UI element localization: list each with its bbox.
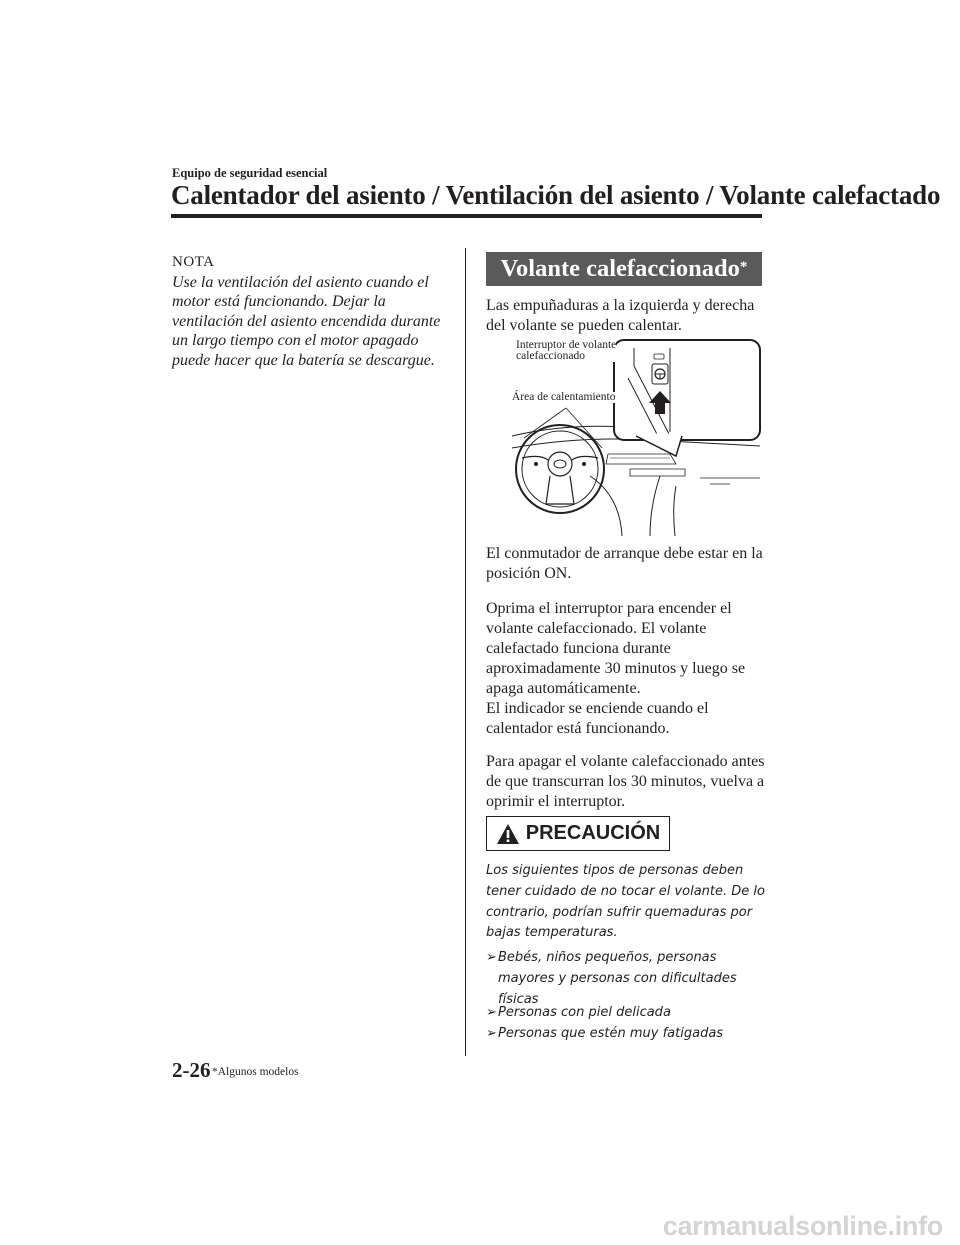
intro-paragraph: Las empuñaduras a la izquierda y derecha del volante se pueden calentar. [486,297,755,334]
section-title-banner [486,252,762,286]
section-title: Volante calefaccionado [500,255,740,282]
turn-off-paragraph: Para apagar el volante calefaccionado antes de que transcurran los 30 minutos, vuelva a oprimir el interruptor. [486,753,765,810]
indicator-paragraph: El indicador se enciende cuando el calentador está funcionando. [486,700,709,737]
caution-bullet [486,948,766,1010]
heated-steering-figure [510,336,763,536]
column-divider [465,248,466,1056]
dashboard-illustration [510,336,763,536]
caution-label: PRECAUCIÓN [525,822,661,844]
nota-text: Use la ventilación del asiento cuando el motor está funcionando. Dejar la ventilación del asiento encendida durante un largo tiempo con el motor apagado puede hacer que la batería se descargue. [172,273,441,369]
bullet-arrow-icon: ➢ [486,1005,497,1020]
section-title-mark: * [739,258,748,275]
page-number: 2-26 [172,1058,211,1082]
caution-bullet [486,1024,766,1045]
caution-bullet-text: Personas que estén muy fatigadas [498,1026,724,1041]
nota-block [172,253,457,370]
caution-box [486,816,670,851]
bullet-arrow-icon: ➢ [486,1026,497,1041]
figure-label-area: Área de calentamiento [512,391,616,403]
section-label: Equipo de seguridad esencial [172,166,328,180]
caution-bullet [486,1003,766,1024]
footnote: *Algunos modelos [212,1066,299,1078]
ignition-paragraph: El conmutador de arranque debe estar en la posición ON. [486,545,763,582]
warning-triangle-icon [496,823,520,845]
caution-intro: Los siguientes tipos de personas deben tener cuidado de no tocar el volante. De lo contrario, podrían sufrir quemaduras por bajas temperaturas. [486,863,765,941]
figure-label-switch-line2: calefaccionado [516,350,585,362]
bullet-arrow-icon: ➢ [486,950,497,965]
watermark: carmanualsonline.info [662,1211,943,1241]
operation-paragraph: Oprima el interruptor para encender el volante calefaccionado. El volante calefactado funciona durante aproximadamente 30 minutos y luego se apaga automáticamente. [486,600,746,697]
chapter-title: Calentador del asiento / Ventilación del asiento / Volante calefactado [171,180,941,210]
nota-heading: NOTA [172,254,215,270]
caution-bullet-text: Bebés, niños pequeños, personas mayores y personas con dificultades físicas [498,950,737,1007]
caution-bullet-text: Personas con piel delicada [498,1005,671,1020]
figure-label-switch-line1: Interruptor de volante [516,339,617,351]
figure-label-switch [516,340,616,362]
title-rule [171,214,762,218]
